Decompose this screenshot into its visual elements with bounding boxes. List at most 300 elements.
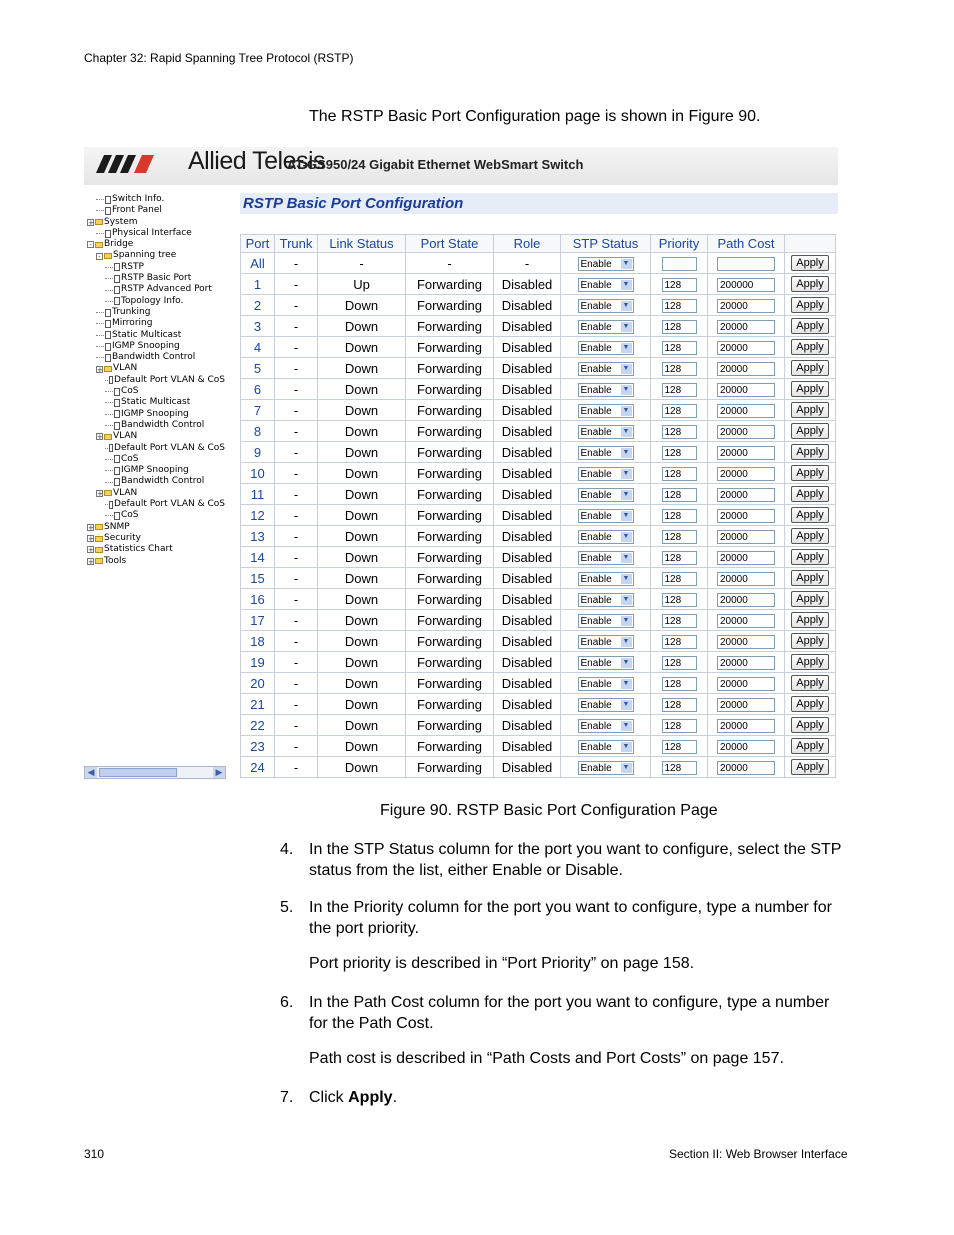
link-status-cell: Down [318,400,406,421]
stp-status-select[interactable] [578,740,634,754]
link-status-cell: Down [318,316,406,337]
stp-status-value: Enable [580,426,612,438]
stp-status-select[interactable] [578,257,634,271]
nav-item-label: Bandwidth Control [112,352,196,363]
chevron-down-icon[interactable]: ▼ [621,721,632,731]
priority-cell [651,253,708,274]
nav-item[interactable] [87,330,225,341]
trunk-cell: - [275,463,318,484]
priority-input[interactable]: 128 [662,656,697,670]
nav-item-label: CoS [121,510,139,521]
path-cost-cell [708,337,785,358]
tree-connector [105,267,113,268]
port-table [240,234,836,778]
apply-button[interactable]: Apply [791,633,829,649]
nav-item-label: VLAN [113,431,138,442]
tree-connector [96,233,104,234]
chevron-down-icon[interactable]: ▼ [621,406,632,416]
nav-item[interactable] [87,488,225,499]
apply-button[interactable]: Apply [791,696,829,712]
col-stp-status: STP Status [561,235,651,253]
path-cost-input[interactable]: 20000 [717,488,775,502]
chevron-down-icon[interactable]: ▼ [621,385,632,395]
priority-cell [651,547,708,568]
apply-button[interactable]: Apply [791,360,829,376]
table-row [241,400,836,421]
port-state-cell: Forwarding [406,631,494,652]
priority-input[interactable]: 128 [662,299,697,313]
nav-item[interactable] [87,239,225,250]
path-cost-input[interactable]: 20000 [717,299,775,313]
path-cost-input[interactable]: 200000 [717,278,775,292]
action-cell [785,694,836,715]
step-number: 5. [280,899,294,916]
priority-input[interactable] [662,257,697,271]
nav-item[interactable] [87,386,225,397]
priority-input[interactable]: 128 [662,761,697,775]
action-cell [785,568,836,589]
stp-status-select[interactable] [578,446,634,460]
nav-item[interactable] [87,465,225,476]
port-state-cell: - [406,253,494,274]
apply-button[interactable]: Apply [791,465,829,481]
nav-item[interactable] [87,443,225,454]
table-row [241,547,836,568]
priority-input[interactable]: 128 [662,425,697,439]
priority-input[interactable]: 128 [662,719,697,733]
page-title: RSTP Basic Port Configuration [240,193,838,214]
priority-cell [651,316,708,337]
path-cost-input[interactable]: 20000 [717,320,775,334]
nav-item[interactable] [87,318,225,329]
chevron-down-icon[interactable]: ▼ [621,343,632,353]
priority-cell [651,295,708,316]
nav-item[interactable] [87,262,225,273]
port-cell: 20 [241,673,275,694]
nav-item[interactable] [87,228,225,239]
stp-status-select[interactable] [578,509,634,523]
stp-status-cell [561,610,651,631]
path-cost-input[interactable]: 20000 [717,341,775,355]
path-cost-cell [708,505,785,526]
priority-input[interactable]: 128 [662,383,697,397]
role-cell: Disabled [494,736,561,757]
port-state-cell: Forwarding [406,295,494,316]
nav-item[interactable] [87,375,225,386]
apply-button[interactable]: Apply [791,318,829,334]
action-cell [785,757,836,778]
tree-connector [96,335,104,336]
port-state-cell: Forwarding [406,421,494,442]
path-cost-input[interactable]: 20000 [717,530,775,544]
path-cost-input[interactable]: 20000 [717,383,775,397]
link-status-cell: Up [318,274,406,295]
port-state-cell: Forwarding [406,400,494,421]
chevron-down-icon[interactable]: ▼ [621,280,632,290]
stp-status-value: Enable [580,615,612,627]
folder-icon [95,536,103,542]
path-cost-input[interactable]: 20000 [717,509,775,523]
nav-item[interactable] [87,397,225,408]
priority-input[interactable]: 128 [662,446,697,460]
nav-item-label: Static Multicast [112,329,182,340]
priority-cell [651,526,708,547]
link-status-cell: Down [318,610,406,631]
nav-item[interactable] [87,296,225,307]
apply-button[interactable]: Apply [791,423,829,439]
chevron-down-icon[interactable]: ▼ [621,637,632,647]
port-cell: 14 [241,547,275,568]
table-row [241,715,836,736]
chevron-down-icon[interactable]: ▼ [621,679,632,689]
stp-status-select[interactable] [578,593,634,607]
chevron-down-icon[interactable]: ▼ [621,259,632,269]
table-row [241,379,836,400]
page-icon [114,388,120,396]
port-state-cell: Forwarding [406,694,494,715]
action-cell [785,442,836,463]
page-icon [114,297,120,305]
apply-button[interactable]: Apply [791,381,829,397]
path-cost-input[interactable]: 20000 [717,593,775,607]
priority-input[interactable]: 128 [662,698,697,712]
nav-item[interactable] [87,352,225,363]
stp-status-select[interactable] [578,341,634,355]
page-icon [109,376,113,384]
nav-item[interactable] [87,363,225,374]
tree-connector [105,425,113,426]
stp-status-select[interactable] [578,635,634,649]
allied-telesis-logo-icon [96,153,156,175]
role-cell: Disabled [494,379,561,400]
stp-status-select[interactable] [578,488,634,502]
action-cell [785,358,836,379]
page-icon [114,399,120,407]
priority-input[interactable]: 128 [662,677,697,691]
path-cost-cell [708,694,785,715]
table-row [241,358,836,379]
stp-status-select[interactable] [578,719,634,733]
port-cell: 4 [241,337,275,358]
path-cost-cell [708,610,785,631]
path-cost-input[interactable]: 20000 [717,551,775,565]
stp-status-select[interactable] [578,299,634,313]
collapse-icon[interactable]: - [96,253,103,260]
tree-connector [96,346,104,347]
expand-icon[interactable]: + [97,433,103,442]
nav-item[interactable] [87,217,225,228]
priority-cell [651,484,708,505]
priority-cell [651,379,708,400]
priority-cell [651,757,708,778]
priority-cell [651,505,708,526]
nav-item-label: RSTP [121,261,144,272]
page-icon [114,286,120,294]
priority-input[interactable]: 128 [662,530,697,544]
stp-status-value: Enable [580,489,612,501]
tree-connector [105,301,113,302]
link-status-cell: Down [318,442,406,463]
stp-status-select[interactable] [578,761,634,775]
nav-item[interactable] [87,284,225,295]
expand-icon[interactable]: + [88,557,94,566]
apply-button[interactable]: Apply [791,339,829,355]
stp-status-select[interactable] [578,530,634,544]
nav-item[interactable] [87,341,225,352]
stp-status-select[interactable] [578,320,634,334]
link-status-cell: Down [318,694,406,715]
path-cost-input[interactable]: 20000 [717,635,775,649]
trunk-cell: - [275,736,318,757]
priority-input[interactable]: 128 [662,509,697,523]
nav-item[interactable] [87,431,225,442]
path-cost-input[interactable]: 20000 [717,425,775,439]
stp-status-value: Enable [580,300,612,312]
apply-button[interactable]: Apply [791,759,829,775]
stp-status-select[interactable] [578,551,634,565]
path-cost-input[interactable]: 20000 [717,614,775,628]
nav-item-label: Default Port VLAN & CoS [114,499,225,510]
stp-status-select[interactable] [578,362,634,376]
nav-item[interactable] [87,533,225,544]
apply-button[interactable]: Apply [791,591,829,607]
chevron-down-icon[interactable]: ▼ [621,448,632,458]
path-cost-cell [708,547,785,568]
expand-icon[interactable]: + [88,218,94,227]
tree-connector [105,448,108,449]
stp-status-value: Enable [580,342,612,354]
scroll-thumb[interactable] [99,768,177,777]
apply-button[interactable]: Apply [791,675,829,691]
priority-input[interactable]: 128 [662,551,697,565]
role-cell: - [494,253,561,274]
expand-icon[interactable]: + [97,489,103,498]
priority-input[interactable]: 128 [662,740,697,754]
path-cost-input[interactable]: 20000 [717,698,775,712]
role-cell: Disabled [494,274,561,295]
nav-item-label: Switch Info. [112,194,165,204]
link-status-cell: Down [318,463,406,484]
port-cell: 10 [241,463,275,484]
stp-status-select[interactable] [578,278,634,292]
priority-cell [651,589,708,610]
step-text [309,1087,849,1108]
apply-button[interactable]: Apply [791,402,829,418]
chevron-down-icon[interactable]: ▼ [621,490,632,500]
trunk-cell: - [275,610,318,631]
nav-item-label: VLAN [113,363,138,374]
trunk-cell: - [275,631,318,652]
page-icon [114,512,120,520]
apply-button[interactable]: Apply [791,570,829,586]
col-port-state: Port State [406,235,494,253]
priority-input[interactable]: 128 [662,635,697,649]
path-cost-cell [708,715,785,736]
chevron-down-icon[interactable]: ▼ [621,763,632,773]
collapse-icon[interactable]: - [87,241,94,248]
chevron-down-icon[interactable]: ▼ [621,553,632,563]
scroll-left-icon[interactable]: ◀ [85,767,97,778]
trunk-cell: - [275,295,318,316]
path-cost-input[interactable]: 20000 [717,656,775,670]
apply-button[interactable]: Apply [791,738,829,754]
stp-status-select[interactable] [578,383,634,397]
path-cost-input[interactable]: 20000 [717,719,775,733]
stp-status-value: Enable [580,279,612,291]
chevron-down-icon[interactable]: ▼ [621,658,632,668]
stp-status-select[interactable] [578,677,634,691]
tree-connector [96,210,104,211]
tree-connector [105,278,113,279]
nav-item[interactable] [87,510,225,521]
port-state-cell: Forwarding [406,547,494,568]
port-cell: 24 [241,757,275,778]
path-cost-input[interactable]: 20000 [717,362,775,376]
expand-icon[interactable]: + [97,365,103,374]
expand-icon[interactable]: + [88,523,94,532]
chevron-down-icon[interactable]: ▼ [621,364,632,374]
link-status-cell: Down [318,379,406,400]
nav-item[interactable] [87,499,225,510]
nav-item[interactable] [87,409,225,420]
table-row [241,736,836,757]
nav-item[interactable] [87,250,225,261]
priority-input[interactable]: 128 [662,362,697,376]
priority-input[interactable]: 128 [662,572,697,586]
folder-icon [104,434,112,440]
apply-button[interactable]: Apply [791,717,829,733]
apply-emphasis: Apply [348,1089,393,1106]
folder-icon [104,253,112,259]
trunk-cell: - [275,400,318,421]
apply-button[interactable]: Apply [791,444,829,460]
chevron-down-icon[interactable]: ▼ [621,616,632,626]
path-cost-cell [708,631,785,652]
stp-status-cell [561,568,651,589]
stp-status-select[interactable] [578,467,634,481]
horizontal-scrollbar[interactable] [84,766,226,779]
path-cost-input[interactable]: 20000 [717,740,775,754]
stp-status-select[interactable] [578,698,634,712]
apply-button[interactable]: Apply [791,276,829,292]
apply-button[interactable]: Apply [791,528,829,544]
port-state-cell: Forwarding [406,736,494,757]
chevron-down-icon[interactable]: ▼ [621,700,632,710]
port-cell: 3 [241,316,275,337]
stp-status-cell [561,589,651,610]
apply-button[interactable]: Apply [791,549,829,565]
priority-input[interactable]: 128 [662,488,697,502]
chevron-down-icon[interactable]: ▼ [621,301,632,311]
stp-status-select[interactable] [578,425,634,439]
table-row [241,274,836,295]
stp-status-select[interactable] [578,656,634,670]
link-status-cell: Down [318,337,406,358]
path-cost-cell [708,673,785,694]
port-cell: 1 [241,274,275,295]
trunk-cell: - [275,442,318,463]
port-cell: 2 [241,295,275,316]
chevron-down-icon[interactable]: ▼ [621,574,632,584]
nav-item[interactable] [87,556,225,567]
nav-item[interactable] [87,544,225,555]
path-cost-cell [708,274,785,295]
expand-icon[interactable]: + [88,546,94,555]
apply-button[interactable]: Apply [791,297,829,313]
nav-item[interactable] [87,454,225,465]
priority-input[interactable]: 128 [662,467,697,481]
path-cost-input[interactable]: 20000 [717,572,775,586]
priority-input[interactable]: 128 [662,341,697,355]
port-cell: 18 [241,631,275,652]
path-cost-input[interactable]: 20000 [717,467,775,481]
nav-item[interactable] [87,194,225,205]
table-row [241,757,836,778]
nav-panel [84,191,226,781]
path-cost-input[interactable]: 20000 [717,446,775,460]
path-cost-input[interactable]: 20000 [717,761,775,775]
priority-input[interactable]: 128 [662,278,697,292]
chevron-down-icon[interactable]: ▼ [621,595,632,605]
trunk-cell: - [275,253,318,274]
table-row [241,526,836,547]
screenshot-figure [84,147,838,781]
path-cost-input[interactable]: 20000 [717,404,775,418]
tree-connector [105,504,108,505]
page-icon [109,444,113,452]
role-cell: Disabled [494,652,561,673]
apply-button[interactable]: Apply [791,255,829,271]
page-icon [114,478,120,486]
page-icon [114,263,120,271]
nav-item[interactable] [87,273,225,284]
path-cost-input[interactable]: 20000 [717,677,775,691]
stp-status-cell [561,358,651,379]
stp-status-select[interactable] [578,614,634,628]
apply-button[interactable]: Apply [791,486,829,502]
action-cell [785,547,836,568]
expand-icon[interactable]: + [88,535,94,544]
priority-input[interactable]: 128 [662,614,697,628]
nav-item[interactable] [87,307,225,318]
nav-item-label: IGMP Snooping [112,340,180,351]
chevron-down-icon[interactable]: ▼ [621,742,632,752]
apply-button[interactable]: Apply [791,654,829,670]
path-cost-cell [708,400,785,421]
nav-item[interactable] [87,476,225,487]
path-cost-input[interactable] [717,257,775,271]
chevron-down-icon[interactable]: ▼ [621,511,632,521]
nav-item[interactable] [87,205,225,216]
chevron-down-icon[interactable]: ▼ [621,322,632,332]
stp-status-select[interactable] [578,572,634,586]
stp-status-value: Enable [580,573,612,585]
nav-item[interactable] [87,522,225,533]
chevron-down-icon[interactable]: ▼ [621,427,632,437]
scroll-right-icon[interactable]: ▶ [213,767,225,778]
apply-button[interactable]: Apply [791,507,829,523]
priority-input[interactable]: 128 [662,593,697,607]
nav-item[interactable] [87,420,225,431]
folder-icon [104,490,112,496]
priority-input[interactable]: 128 [662,404,697,418]
stp-status-select[interactable] [578,404,634,418]
apply-button[interactable]: Apply [791,612,829,628]
tree-connector [96,312,104,313]
chevron-down-icon[interactable]: ▼ [621,532,632,542]
chevron-down-icon[interactable]: ▼ [621,469,632,479]
priority-input[interactable]: 128 [662,320,697,334]
